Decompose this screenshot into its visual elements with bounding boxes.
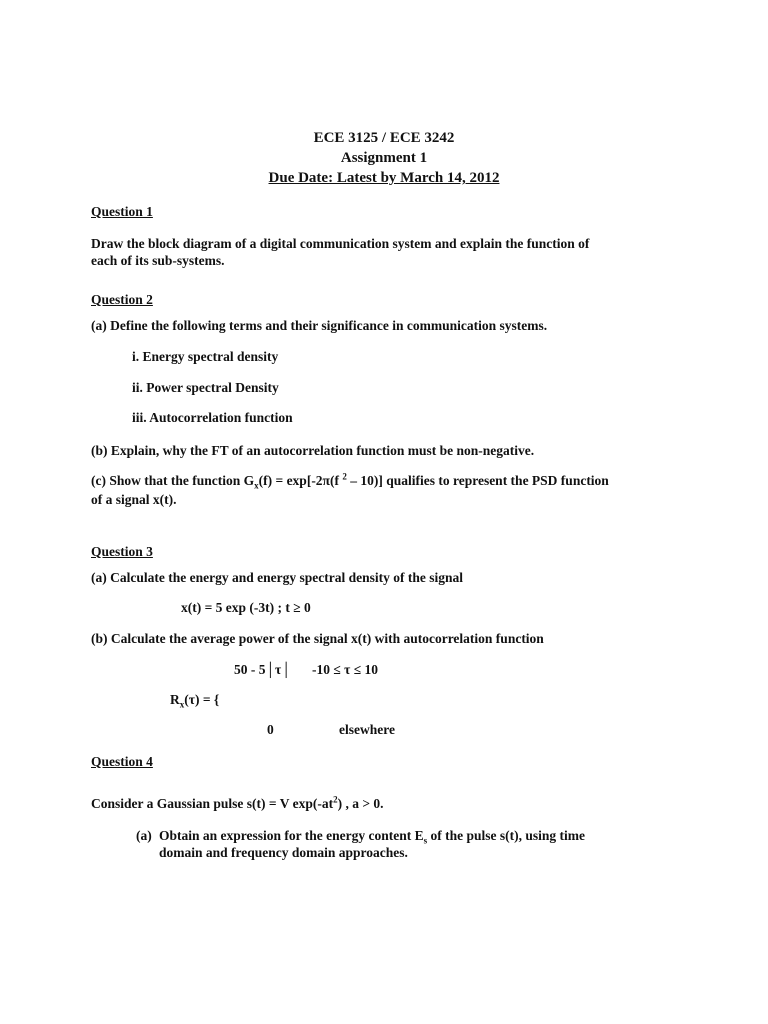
r-pre: R xyxy=(170,692,180,707)
due-date: Due Date: Latest by March 14, 2012 xyxy=(268,170,500,186)
question-3-heading: Question 3 xyxy=(91,544,153,559)
question-3-part-a: (a) Calculate the energy and energy spectral density of the signal xyxy=(91,570,463,585)
q2c-sub: x xyxy=(254,480,259,491)
question-2-item-ii: ii. Power spectral Density xyxy=(132,380,279,395)
q4a-pre: Obtain an expression for the energy content E xyxy=(159,828,424,843)
q2c-sup: 2 xyxy=(342,471,347,482)
q4a-post: of the pulse s(t), using time xyxy=(427,828,586,843)
q4-intro-post: ) , a > 0. xyxy=(337,796,384,811)
q4-intro-sup: 2 xyxy=(333,794,338,805)
q3-case-2-expression: 0 xyxy=(267,722,274,737)
question-2-part-a: (a) Define the following terms and their significance in communication systems. xyxy=(91,318,548,333)
question-3-part-b: (b) Calculate the average power of the signal x(t) with autocorrelation function xyxy=(91,631,544,646)
question-2-heading: Question 2 xyxy=(91,292,153,307)
question-4-intro xyxy=(91,795,384,812)
question-1-text-line-2: each of its sub-systems. xyxy=(91,253,225,268)
q4a-sub: s xyxy=(423,835,428,846)
course-title: ECE 3125 / ECE 3242 xyxy=(313,130,455,146)
question-4-heading: Question 4 xyxy=(91,754,153,769)
question-4-part-a-line-2: domain and frequency domain approaches. xyxy=(159,845,408,860)
r-sub: x xyxy=(179,699,185,710)
question-2-item-i: i. Energy spectral density xyxy=(132,349,279,364)
q3-autocorrelation-label xyxy=(170,691,219,708)
question-2-part-c-line-2: of a signal x(t). xyxy=(91,492,177,507)
question-4-part-a-line-1 xyxy=(159,827,585,844)
question-2-item-iii: iii. Autocorrelation function xyxy=(132,410,293,425)
question-1-text-line-1: Draw the block diagram of a digital communication system and explain the function of xyxy=(91,236,590,251)
q3-case-1-condition: -10 ≤ τ ≤ 10 xyxy=(312,662,379,677)
q2c-pre: (c) Show that the function G xyxy=(91,473,255,488)
q2c-mid: (f) = exp[-2π(f xyxy=(258,473,343,488)
assignment-title: Assignment 1 xyxy=(340,150,428,166)
q4-intro-pre: Consider a Gaussian pulse s(t) = V exp(-at xyxy=(91,796,334,811)
q3-case-2-condition: elsewhere xyxy=(339,722,395,737)
question-2-part-b: (b) Explain, why the FT of an autocorrelation function must be non-negative. xyxy=(91,443,535,458)
due-date-wrapper xyxy=(0,169,768,188)
question-4-part-a-label: (a) xyxy=(136,828,152,843)
question-3-signal: x(t) = 5 exp (-3t) ; t ≥ 0 xyxy=(181,600,311,615)
q2c-post: – 10)] qualifies to represent the PSD function xyxy=(346,473,609,488)
question-1-heading: Question 1 xyxy=(91,204,153,219)
question-2-part-c-line-1 xyxy=(91,472,609,489)
r-post: (τ) = { xyxy=(184,692,220,707)
q3-case-1-expression: 50 - 5│τ│ xyxy=(234,662,291,677)
